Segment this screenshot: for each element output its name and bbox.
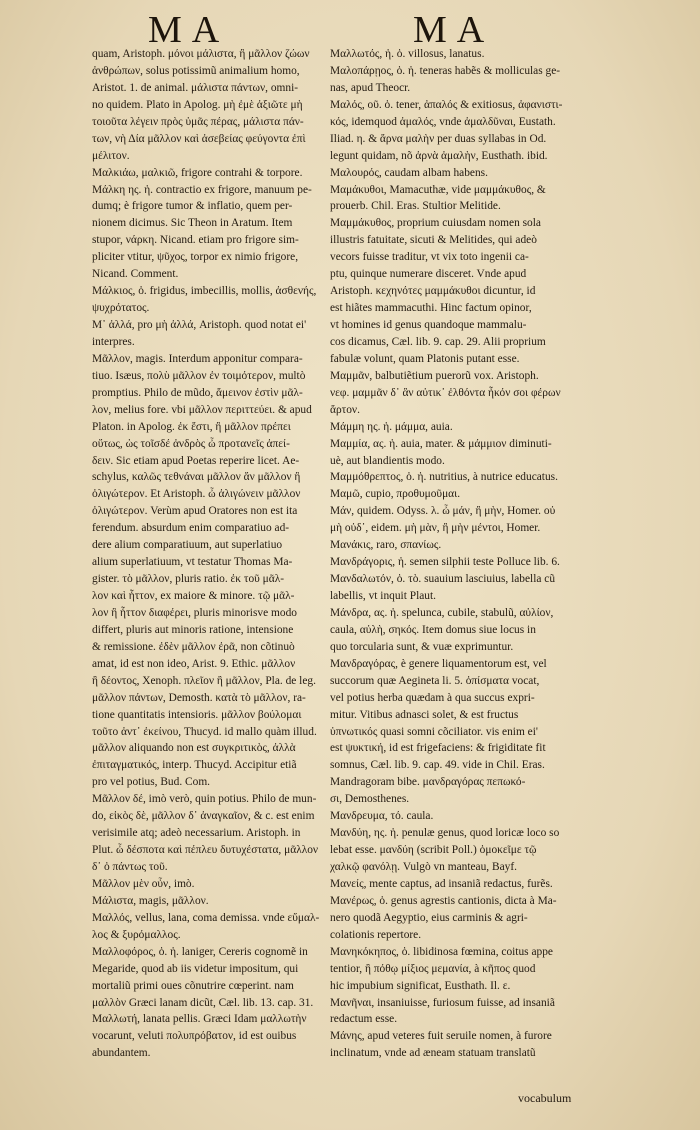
right-column-line: Μανέρως, ὁ. genus agrestis cantionis, dicta à Ma- xyxy=(330,894,557,907)
right-column-line: caula, αὐλὴ, σηκός. Item domus siue locus in xyxy=(330,623,536,636)
left-column-line: schylus, καλῶς τεθνάναι μᾶλλον ἄν μᾶλλον ἢ xyxy=(92,471,301,484)
left-column-line: Μάλκη ης. ἡ. contractio ex frigore, manuum pe- xyxy=(92,183,312,196)
right-column-line: Μάν, quidem. Odyss. λ. ὦ μάν, ἢ μὴν, Homer. οὐ xyxy=(330,505,556,518)
right-column-line: labellis, vt inquit Plaut. xyxy=(330,590,436,602)
left-column-line: Megaride, quod ab iis videtur impositum, qui xyxy=(92,962,299,975)
right-column-line: Μαμμάκυθος, proprium cuiusdam nomen sola xyxy=(330,217,541,230)
right-column-line: uè, aut blandientis modo. xyxy=(330,454,445,467)
left-column-line: ἀνθρώπων, solus potissimũ animalium homo, xyxy=(92,64,300,77)
left-column-line: Μ᾽ ἀλλά, pro μὴ ἀλλά, Aristoph. quod notat ei' xyxy=(92,319,307,331)
left-column-line: interpres. xyxy=(92,335,135,348)
right-column-line: hic impubium significat, Eusthath. Il. ε. xyxy=(330,979,511,992)
left-column-line: των, νὴ Δία μᾶλλον καὶ ἀσεβείας φεύγοντα ἐπὶ xyxy=(92,132,306,145)
left-column-line: Platon. in Apolog. ἐκ ἔστι, ἢ μᾶλλον πρέπει xyxy=(92,420,291,433)
right-column-line: Μανδαλωτόν, ὁ. τὸ. suauium lasciuius, labella cũ xyxy=(330,573,556,586)
right-column-line: succorum quæ Aegineta li. 5. ὀπίσματα vocat, xyxy=(330,674,540,687)
right-column-line: κός, idemquod ἀμαλός, vnde ἀμαλδῦναι, Eustath. xyxy=(330,115,556,128)
left-column-line: pro vel potius, Bud. Com. xyxy=(92,776,211,789)
catchword: vocabulum xyxy=(518,1091,572,1105)
right-column-line: legunt quidam, nõ ἀρνὰ ἀμαλὴν, Eusthath. ibid. xyxy=(330,149,548,162)
right-column-line: ὑπνωτικός quasi somni cõciliator. vis enim ei' xyxy=(330,725,538,738)
right-column-line: Μαμμᾶν, balbutiẽtium puerorũ vox. Aristoph. xyxy=(330,369,539,382)
left-column-line: Μᾶλλον, magis. Interdum apponitur compara- xyxy=(92,352,303,365)
left-column-line: verisimile atq; adeò necessarium. Aristoph. in xyxy=(92,827,301,840)
left-column-line: tione quantitatis intensioris. μᾶλλον βούλομαι xyxy=(92,708,302,721)
left-column-line: stupor, νάρκη. Nicand. etiam pro frigore sim- xyxy=(92,234,299,247)
right-column-line: vt homines id genus quandoque mammalu- xyxy=(330,319,527,331)
left-column-line: ἐπιταγματικός, interp. Thucyd. Accipitur etiã xyxy=(92,759,297,772)
right-column-line: vel potius herba quædam à qua succus expri- xyxy=(330,691,535,704)
right-column-line: Μαμμόθρεπτος, ὁ. ἡ. nutritius, à nutrice educatus. xyxy=(330,471,558,484)
right-column-line: μὴ οὐδ᾽, eidem. μὴ μὰν, ἢ μὴν μέντοι, Homer. xyxy=(330,522,541,535)
left-column-line: Aristot. 1. de animal. μάλιστα πάντων, omni- xyxy=(92,81,299,94)
left-column-line: abundantem. xyxy=(92,1047,151,1060)
right-column-line: illustris fatuitate, sicuti & Melitides, qui adeò xyxy=(330,234,537,247)
right-column-line: redactum esse. xyxy=(330,1013,398,1026)
right-column-line: somnus, Cæl. lib. 9. cap. 49. vide in Chil. Eras. xyxy=(330,759,545,772)
left-column-line: τοιοῦτα λέγειν πρὸς ὑμᾶς πέρας, μάλιστα πάν- xyxy=(92,115,304,128)
left-column-line: & remissione. ἐδὲν μᾶλλον ἐρᾶ, non cõtinuò xyxy=(92,640,295,653)
left-column-line: Nicand. Comment. xyxy=(92,268,179,281)
left-column-line: promptius. Philo de mũdo, ἄμεινον ἐστὶν μᾶλ- xyxy=(92,386,303,399)
right-column-line: Μανάκις, raro, σπανίως. xyxy=(330,539,442,552)
left-column-line: pliciter vtitur, ψῦχος, torpor ex nimio frigore, xyxy=(92,251,299,264)
right-column-line: ptu, quinque numerare disceret. Vnde apud xyxy=(330,268,527,281)
left-column-line: Μάλκιος, ὁ. frigidus, imbecillis, mollis, ἀσθενής, xyxy=(92,285,317,298)
left-column-line: ὀλιγώτερον. Verùm apud Oratores non est ita xyxy=(92,505,298,518)
left-column-line: λον, melius fore. vbi μᾶλλον περιττεύει. & apud xyxy=(92,403,312,416)
right-column-line: Μανῆναι, insaniuisse, furiosum fuisse, ad insaniã xyxy=(330,996,555,1009)
right-column-line: Μαλλωτός, ἡ. ὁ. villosus, lanatus. xyxy=(330,48,485,60)
left-column-line: Μάλιστα, magis, μᾶλλον. xyxy=(92,894,209,907)
right-column-line: Μάνδρα, ας. ἡ. spelunca, cubile, stabulũ, αὐλίον, xyxy=(330,606,554,619)
left-column-line: δειν. Sic etiam apud Poetas reperire licet. Ae- xyxy=(92,454,300,467)
left-column-line: μᾶλλον πάντων, Demosth. κατὰ τὸ μᾶλλον, ra- xyxy=(92,691,306,704)
right-column-line: Μαλός, οῦ. ὁ. tener, ἁπαλός & exitiosus, ἀφανιστι- xyxy=(330,98,563,111)
left-column-line: do, εἰκὸς δὲ, μᾶλλον δ᾽ ἀναγκαῖον, & c. est enim xyxy=(92,810,315,823)
right-column-line: prouerb. Chil. Eras. Stultior Melitide. xyxy=(330,200,501,213)
left-column-line: alium superlatiuum, vt testatur Thomas Ma- xyxy=(92,556,293,569)
left-column-line: mortaliũ primi oues cõnutrire cœperint. nam xyxy=(92,979,294,992)
right-column-line: lebat esse. μανδύη (scribit Poll.) ὁμοκεῖμε τῷ xyxy=(330,844,537,857)
right-column-line: quo torcularia sunt, & vuæ exprimuntur. xyxy=(330,640,514,653)
right-column-line: Μανδύη, ης. ἡ. penulæ genus, quod loricæ loco so xyxy=(330,827,560,840)
right-column-line: fabulæ volunt, quam Platonis putant esse. xyxy=(330,352,520,365)
left-column-line: λον καὶ ἧττον, ex maiore & minore. τῷ μᾶλ- xyxy=(92,590,295,602)
left-column-line: quam, Aristoph. μόνοι μάλιστα, ἢ μᾶλλον ζώων xyxy=(92,48,310,60)
left-column-line: δ᾽ ὁ πάντως τοῦ. xyxy=(92,861,168,873)
right-column-line: Μανδραγόρας, è genere liquamentorum est, vel xyxy=(330,657,547,670)
left-column-line: no quidem. Plato in Apolog. μὴ ἐμὲ ἀξιῶτε μὴ xyxy=(92,98,303,111)
right-column-line: Iliad. η. & ἄρνα μαλὴν per duas syllabas in Od. xyxy=(330,132,547,145)
right-column-line: est ψυκτική, id est frigefaciens: & frigiditate fit xyxy=(330,742,546,755)
left-column-line: λον ἢ ἧττον διαφέρει, pluris minorisve modo xyxy=(92,606,297,619)
right-column-line: Μανδράγορις, ἡ. semen silphii teste Polluce lib. 6. xyxy=(330,556,560,569)
right-column-line: Μαλουρός, caudam albam habens. xyxy=(330,166,488,179)
right-column-line: Μαμῶ, cupio, προθυμοῦμαι. xyxy=(330,488,461,501)
left-column-line: ἢ δέοντος, Xenoph. πλεῖον ἢ μᾶλλον, Pla. de leg. xyxy=(92,674,316,687)
left-column-line: μαλλὸν Græci lanam dicũt, Cæl. lib. 13. cap. 31. xyxy=(92,996,314,1009)
right-column-line: Mandragoram bibe. μανδραγόρας πεπωκό- xyxy=(330,776,526,789)
right-column-line: vecors fuisse traditur, vt vix toto ingenii ca- xyxy=(330,251,529,264)
right-column xyxy=(330,46,570,1062)
right-column-line: colationis repertore. xyxy=(330,928,422,941)
left-column-line: amat, id est non ideo, Arist. 9. Ethic. μᾶλλον xyxy=(92,657,296,670)
left-column xyxy=(92,46,332,1062)
right-column-line: νεφ. μαμμᾶν δ᾽ ἂν αὐτικ᾽ ἐλθόντα ἦκόν σοι φέρων xyxy=(330,386,561,399)
left-column-line: οὕτως, ὡς τοῖσδέ ἀνδρὸς ὦ προτανεῖς ἀπεί- xyxy=(92,437,290,450)
left-column-line: Μαλλός, vellus, lana, coma demissa. vnde εὔμαλ- xyxy=(92,911,320,924)
left-column-line: Plut. ὦ δέσποτα καὶ πέπλευ δυτυχέστατα, μᾶλλον xyxy=(92,844,319,857)
running-head-left: MA xyxy=(148,9,230,51)
left-column-line: Μαλλωτή, lanata pellis. Græci Idam μαλλωτὴν xyxy=(92,1013,307,1026)
right-column-line: ἄρτον. xyxy=(330,403,360,416)
left-column-line: nionem dicimus. Sic Theon in Aratum. Item xyxy=(92,217,293,230)
left-column-line: Μαλκιάω, μαλκιῶ, frigore contrahi & torpore. xyxy=(92,166,303,179)
left-column-line: μέλιτον. xyxy=(92,149,130,162)
left-column-line: Μαλλοφόρος, ὁ. ἡ. laniger, Cereris cognomẽ in xyxy=(92,945,308,958)
right-column-line: χαλκῷ φανόλῃ. Vulgò vn manteau, Bayf. xyxy=(330,861,517,873)
running-head-right: MA xyxy=(413,9,495,51)
left-column-line: Μᾶλλον δέ, imò verò, quin potius. Philo de mun- xyxy=(92,793,317,806)
right-column-line: nas, apud Theocr. xyxy=(330,81,411,94)
left-column-line: ferendum. absurdum enim comparatiuo ad- xyxy=(92,522,290,535)
right-column-line: Μανείς, mente captus, ad insaniã redactus, furẽs. xyxy=(330,877,553,890)
right-column-line: Μάνης, apud veteres fuit seruile nomen, à furore xyxy=(330,1030,552,1043)
left-column-line: gister. τὸ μᾶλλον, pluris ratio. ἐκ τοῦ μᾶλ- xyxy=(92,573,285,586)
right-column-line: Μαμμία, ας. ἡ. auia, mater. & μάμμιον diminuti- xyxy=(330,437,552,450)
left-column-line: ὀλιγώτερον. Et Aristoph. ὦ ἀλιγώνειν μᾶλλον xyxy=(92,488,301,501)
left-column-line: differt, pluris aut minoris ratione, intensione xyxy=(92,623,294,636)
left-column-line: tiuo. Isæus, πολὺ μᾶλλον ἐν τοιμότερον, multò xyxy=(92,369,306,382)
left-column-line: λος & ξυρόμαλλος. xyxy=(92,928,181,941)
right-column-line: Aristoph. κεχηνότες μαμμάκυθοι dicuntur, id xyxy=(330,285,536,298)
right-column-line: mitur. Vitibus adnasci solet, & est fructus xyxy=(330,708,519,721)
right-column-line: est hiãtes mammacuthi. Hinc factum opinor, xyxy=(330,302,532,315)
right-column-line: Μάμμη ης. ἡ. μάμμα, auia. xyxy=(330,420,453,433)
right-column-line: tentior, ἢ πόθῳ μίξιος μεμανία, à κῆπος quod xyxy=(330,962,536,975)
right-column-line: inclinatum, vnde ad æneam statuam translatũ xyxy=(330,1047,536,1060)
right-column-line: Μαμάκυθοι, Mamacuthæ, vide μαμμάκυθος, & xyxy=(330,183,546,196)
right-column-line: cos dicamus, Cæl. lib. 9. cap. 29. Alii proprium xyxy=(330,335,546,348)
left-column-line: dere alium comparatiuum, aut superlatiuo xyxy=(92,539,283,552)
right-column-line: σι, Demosthenes. xyxy=(330,793,410,806)
left-column-line: dumq; è frigore tumor & inflatio, quem per- xyxy=(92,200,293,213)
right-column-line: Μανηκόκηπος, ὁ. libidinosa fœmina, coitus appe xyxy=(330,945,553,958)
left-column-line: τοῦτο ἀντ᾽ ἐκείνου, Thucyd. id mallo quàm illud. xyxy=(92,725,317,738)
left-column-line: vocarunt, veluti πολυπρόβατον, id est ouibus xyxy=(92,1030,297,1043)
left-column-line: Μᾶλλον μὲν οὖν, imò. xyxy=(92,877,195,890)
right-column-line: Μαλοπάρῃος, ὁ. ἡ. teneras habẽs & molliculas ge- xyxy=(330,64,561,77)
right-column-line: Μανδρευμα, τό. caula. xyxy=(330,810,434,823)
left-column-line: ψυχρότατος. xyxy=(92,302,150,315)
left-column-line: μᾶλλον aliquando non est συγκριτικὸς, ἀλλὰ xyxy=(92,742,296,755)
right-column-line: nero quodã Aegyptio, eius carminis & agri- xyxy=(330,911,528,924)
